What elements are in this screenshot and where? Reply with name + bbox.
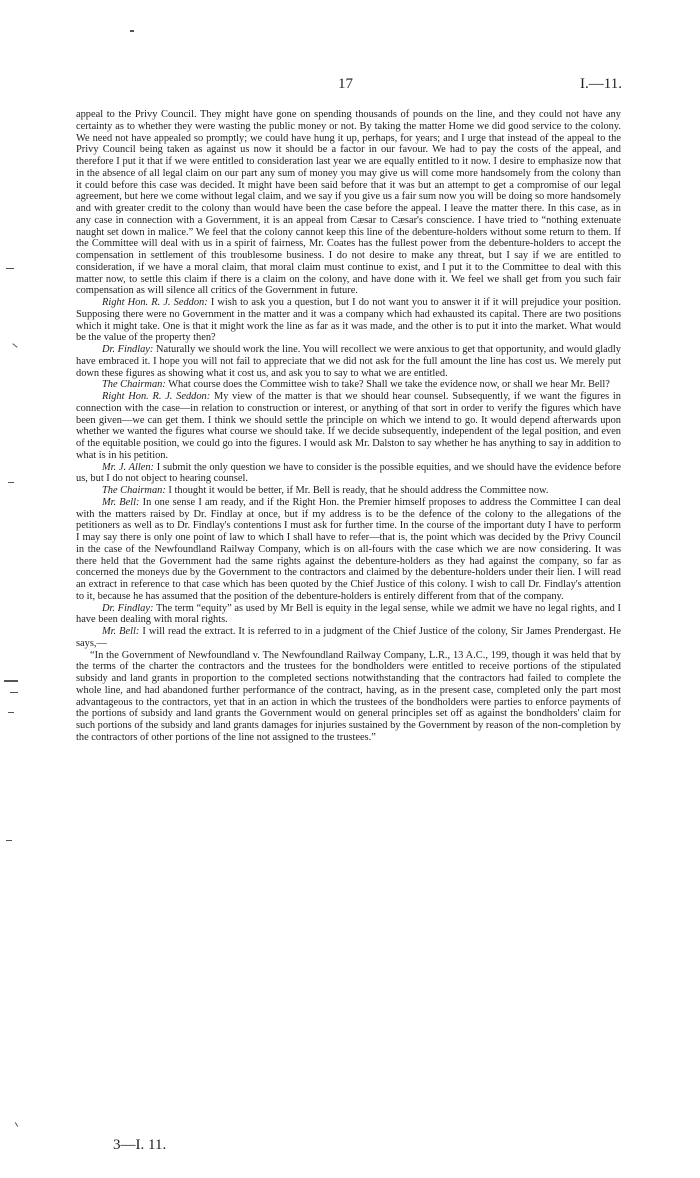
speaker: Right Hon. R. J. Seddon:: [102, 391, 211, 402]
scan-mark: [6, 268, 14, 269]
paragraph: Mr. Bell: I will read the extract. It is referred to in a judgment of the Chief Justice of the colony, Sir James Prendergast. He says,—: [76, 626, 621, 649]
scan-mark: [6, 840, 12, 841]
page-number: 17: [338, 76, 353, 92]
speaker: Dr. Findlay:: [102, 602, 154, 614]
signature-mark: 3—I. 11.: [113, 1137, 167, 1153]
speaker: Mr. J. Allen:: [102, 461, 155, 473]
speaker: Mr. Bell:: [102, 496, 140, 508]
scan-mark: [8, 712, 14, 713]
speaker: Right Hon. R. J. Seddon:: [102, 297, 208, 308]
paper-reference: I.—11.: [580, 76, 622, 92]
speaker: Mr. Bell:: [102, 626, 140, 637]
speaker: The Chairman:: [102, 379, 166, 391]
scan-mark: [8, 482, 14, 483]
scan-mark: [130, 30, 134, 32]
paragraph: appeal to the Privy Council. They might have gone on spending thousands of pounds on the line, and they could not have any certainty as to whether they were wasting the public money or not. By taking the matter Home we did good service to the colony. We need not have appealed so promptly; we could have hung it up, perhaps, for years; and I urge that instead of the appeal to the Privy Council being taken as against us now it should be a factor in our favour. We had to pay the costs of the appeal, and therefore I put it that if we were entitled to consideration last year we are equally entitled to it now. I desire to emphasize now that in the absence of all legal claim on our part any sum of money you may give us will come more handsomely from the colony than it could before this case was decided. It might have been said before that it was but an attempt to get a compromise of our legal agreement, but here we come without legal claim, and we say if you give us a fair sum now you will be doing so more handsomely and with greater credit to the colony than would have been the case before the appeal. I leave the matter there. In this case, as in any case in connection with a Government, it is an appeal from Cæsar to Cæsar's conscience. I have tried to “nothing extenuate naught set down in malice.” We feel that the colony cannot keep this line of the debenture-holders without some return to them. If the Committee will deal with us in a spirit of fairness, Mr. Coates has the fullest power from the debenture-holders to accept the compensation in settlement of this troublesome business. I do not desire to make any threat, but I say if we are entitled to consideration, if we have a moral claim, that moral claim must continue to exist, and I put it to the Committee to deal with this matter now, to settle this claim if there is a claim on the colony, and have done with it. We feel we shall get from you such fair compensation as will silence all critics of the Government in future.: [76, 109, 621, 297]
paragraph: The Chairman: I thought it would be better, if Mr. Bell is ready, that he should address the Committee now.: [102, 485, 549, 496]
paragraph: Dr. Findlay: The term “equity” as used by Mr Bell is equity in the legal sense, while we admit we have no legal rights, and I have been dealing with moral rights.: [76, 602, 621, 626]
document-body: [76, 109, 621, 744]
paragraph: Right Hon. R. J. Seddon: I wish to ask you a question, but I do not want you to answer it if it will prejudice your position. Supposing there were no Government in the matter and it was a company which had exhausted its capital. There are two positions which it might take. One is that it might work the line as far as it was made, and the other is to put it into the market. What would be the value of the property then?: [76, 297, 621, 344]
paragraph: Mr. Bell: In one sense I am ready, and if the Right Hon. the Premier himself proposes to address the Committee I can deal with the matters raised by Dr. Findlay at once, but if my address is to be the defence of the colony to the allegations of the petitioners as well as to Dr. Findlay's contentions I must ask for further time. In the course of the important duty I have to perform I may say there is only one point of law to which I shall have to refer—that is, the point which was decided by the Privy Council in the case of the Newfoundland Railway Company, which is on all-fours with the case which we are now considering. It was there held that the Government had the same rights against the debenture-holders as they had against the company, so far as concerned the moneys due by the Government to the contractors and claimed by the debenture-holders under their lien. I will read an extract in reference to that case which has been quoted by the Chief Justice of this colony. I wish to call Dr. Findlay's attention to it, because he has assumed that the position of the debenture-holders is entirely different from that of the company.: [76, 496, 621, 602]
paragraph: The Chairman: What course does the Committee wish to take? Shall we take the evidence now, or shall we hear Mr. Bell?: [102, 379, 610, 391]
paragraph: Mr. J. Allen: I submit the only question we have to consider is the possible equities, and we should have the evidence before us, but I do not object to hearing counsel.: [76, 461, 621, 485]
scan-mark: [4, 680, 18, 682]
scan-mark: [12, 343, 17, 348]
paragraph: Right Hon. R. J. Seddon: My view of the matter is that we should hear counsel. Subsequently, if we want the figures in connection with the case—in relation to construction or interest, or anything of that sort in order to verify the figures which have been given—we can get them. I think we should settle the principle on which we intend to go. It would depend afterwards upon whether we wanted the figures what course we should take. If we decide subsequently, independent of the legal position, and even of the equitable position, we could go into the figures. I would ask Mr. Dalston to say whether he has anything to say in addition to what is in his petition.: [76, 391, 621, 461]
paragraph: Dr. Findlay: Naturally we should work the line. You will recollect we were anxious to get that opportunity, and would gladly have embraced it. I hope you will not fail to appreciate that we did not ask for the full amount the line has cost us. We merely put down these figures as showing what it cost us, and ask you to say to what we are entitled.: [76, 344, 621, 379]
page-header: [0, 76, 700, 96]
scan-mark: [10, 692, 18, 693]
speaker: Dr. Findlay:: [102, 344, 154, 355]
scan-mark: [15, 1122, 18, 1127]
speaker: The Chairman:: [102, 485, 166, 496]
quoted-extract: “In the Government of Newfoundland v. The Newfoundland Railway Company, L.R., 13 A.C., 199, though it was held that by the terms of the charter the contractors and the trustees for the bondholders were entitled to receive portions of the stipulated subsidy and land grants in proportion to the completed sections notwithstanding that the contractors had failed to complete the whole line, and had abandoned further performance of the contract, having, as in the present case, completed only the part most advantageous to the contractors, yet that in an action in which the trustees of the bondholders were parties to enforce payments of the portions of subsidy and land grants the Government would on general principles set off as against the bondholders' claim for such portions of the subsidy and land grants damages for injuries sustained by the Government by reason of the non-completion by the contractors of other portions of the line not assigned to the trustees.”: [76, 649, 621, 743]
